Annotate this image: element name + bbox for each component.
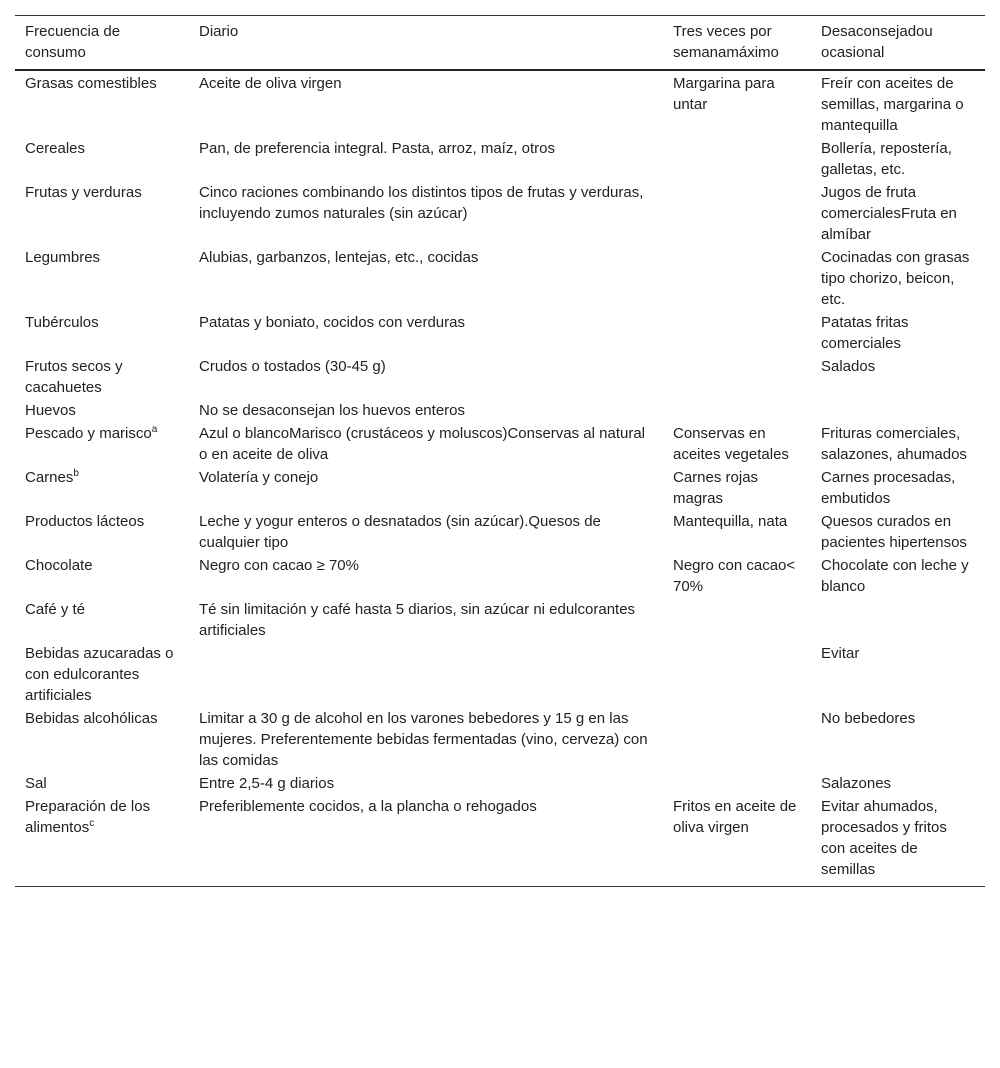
table-row <box>15 598 985 642</box>
discouraged-cell: Quesos curados en pacientes hipertensos <box>821 513 967 551</box>
food-category-cell <box>15 707 189 772</box>
daily-cell: Té sin limitación y café hasta 5 diarios, sin azúcar ni edulcorantes artificiales <box>199 601 636 639</box>
weekly-cell: Negro con cacao< 70% <box>673 557 796 595</box>
weekly-cell <box>663 772 811 795</box>
discouraged-cell: Chocolate con leche y blanco <box>821 557 969 595</box>
table-row <box>15 772 985 795</box>
food-category-label: Carnes <box>25 469 74 486</box>
food-category-label: Productos lácteos <box>25 513 145 530</box>
food-category-cell <box>15 554 189 598</box>
table-row <box>15 70 985 137</box>
diet-frequency-table <box>15 15 985 887</box>
discouraged-cell: Cocinadas con grasas tipo chorizo, beicon, etc. <box>821 249 970 308</box>
weekly-cell <box>663 642 811 707</box>
food-category-label: Bebidas azucaradas o con edulcorantes artificiales <box>25 645 174 704</box>
weekly-cell: Margarina para untar <box>673 75 775 113</box>
discouraged-cell: Frituras comerciales, salazones, ahumados <box>821 425 967 463</box>
food-category-label: Café y té <box>25 601 86 618</box>
table-row <box>15 707 985 772</box>
food-category-label: Preparación de los alimentos <box>25 798 151 836</box>
weekly-cell <box>663 355 811 399</box>
header-row <box>15 16 985 71</box>
table-row <box>15 510 985 554</box>
daily-cell: Negro con cacao ≥ 70% <box>199 557 359 574</box>
table-header <box>15 16 985 71</box>
table-row <box>15 399 985 422</box>
food-category-cell <box>15 772 189 795</box>
daily-cell: Limitar a 30 g de alcohol en los varones bebedores y 15 g en las mujeres. Preferentemente bebidas fermentadas (vino, cerveza) con las comidas <box>199 710 648 769</box>
food-category-label: Huevos <box>25 402 76 419</box>
food-category-label: Frutas y verduras <box>25 184 142 201</box>
daily-cell: Crudos o tostados (30-45 g) <box>199 358 386 375</box>
weekly-cell: Mantequilla, nata <box>673 513 788 530</box>
food-category-cell <box>15 311 189 355</box>
table-body <box>15 70 985 887</box>
food-category-label: Chocolate <box>25 557 93 574</box>
food-category-cell <box>15 598 189 642</box>
weekly-cell <box>663 311 811 355</box>
food-category-label: Pescado y marisco <box>25 425 152 442</box>
daily-cell: Entre 2,5-4 g diarios <box>199 775 335 792</box>
header-daily: Diario <box>199 23 239 40</box>
header-three-times-weekly: Tres veces por semanamáximo <box>673 23 779 61</box>
discouraged-cell: Bollería, repostería, galletas, etc. <box>821 140 952 178</box>
weekly-cell <box>663 598 811 642</box>
food-category-label: Frutos secos y cacahuetes <box>25 358 123 396</box>
daily-cell: Aceite de oliva virgen <box>199 75 342 92</box>
footnote-marker: b <box>73 468 79 479</box>
header-discouraged: Desaconsejadou ocasional <box>821 23 933 61</box>
discouraged-cell <box>811 399 985 422</box>
weekly-cell: Conservas en aceites vegetales <box>673 425 789 463</box>
daily-cell <box>189 642 663 707</box>
discouraged-cell: Evitar <box>821 645 860 662</box>
food-category-cell <box>15 510 189 554</box>
table-row <box>15 466 985 510</box>
daily-cell: Preferiblemente cocidos, a la plancha o rehogados <box>199 798 537 815</box>
footnote-marker: a <box>151 424 158 435</box>
table-row <box>15 422 985 466</box>
food-category-label: Cereales <box>25 140 86 157</box>
food-category-cell <box>15 399 189 422</box>
daily-cell: Pan, de preferencia integral. Pasta, arroz, maíz, otros <box>199 140 556 157</box>
discouraged-cell: Freír con aceites de semillas, margarina o mantequilla <box>821 75 964 134</box>
food-category-label: Bebidas alcohólicas <box>25 710 158 727</box>
discouraged-cell: Salados <box>821 358 876 375</box>
discouraged-cell: Salazones <box>821 775 892 792</box>
food-category-cell <box>15 466 189 510</box>
daily-cell: Alubias, garbanzos, lentejas, etc., cocidas <box>199 249 479 266</box>
food-category-cell <box>15 642 189 707</box>
weekly-cell: Carnes rojas magras <box>673 469 759 507</box>
table-row <box>15 246 985 311</box>
discouraged-cell: Carnes procesadas, embutidos <box>821 469 956 507</box>
food-category-cell <box>15 181 189 246</box>
daily-cell: Leche y yogur enteros o desnatados (sin azúcar).Quesos de cualquier tipo <box>199 513 601 551</box>
food-category-cell <box>15 355 189 399</box>
table-row <box>15 137 985 181</box>
weekly-cell <box>663 246 811 311</box>
weekly-cell <box>663 181 811 246</box>
daily-cell: No se desaconsejan los huevos enteros <box>199 402 466 419</box>
table-row <box>15 311 985 355</box>
discouraged-cell <box>811 598 985 642</box>
weekly-cell <box>663 399 811 422</box>
food-category-label: Grasas comestibles <box>25 75 157 92</box>
food-category-cell <box>15 137 189 181</box>
header-frequency: Frecuencia de consumo <box>25 23 121 61</box>
daily-cell: Patatas y boniato, cocidos con verduras <box>199 314 465 331</box>
food-category-cell <box>15 70 189 137</box>
daily-cell: Cinco raciones combinando los distintos tipos de frutas y verduras, incluyendo zumos naturales (sin azúcar) <box>199 184 644 222</box>
table-row <box>15 355 985 399</box>
food-category-cell <box>15 422 189 466</box>
weekly-cell <box>663 707 811 772</box>
table-row <box>15 554 985 598</box>
daily-cell: Azul o blancoMarisco (crustáceos y moluscos)Conservas al natural o en aceite de oliva <box>199 425 646 463</box>
table-row <box>15 642 985 707</box>
discouraged-cell: Jugos de fruta comercialesFruta en almíbar <box>821 184 957 243</box>
footnote-marker: c <box>89 818 95 829</box>
discouraged-cell: Patatas fritas comerciales <box>821 314 909 352</box>
food-category-label: Tubérculos <box>25 314 99 331</box>
discouraged-cell: No bebedores <box>821 710 916 727</box>
weekly-cell: Fritos en aceite de oliva virgen <box>673 798 797 836</box>
weekly-cell <box>663 137 811 181</box>
food-category-cell <box>15 795 189 887</box>
food-category-label: Legumbres <box>25 249 101 266</box>
food-category-label: Sal <box>25 775 47 792</box>
discouraged-cell: Evitar ahumados, procesados y fritos con aceites de semillas <box>821 798 947 878</box>
daily-cell: Volatería y conejo <box>199 469 319 486</box>
table-row <box>15 181 985 246</box>
food-category-cell <box>15 246 189 311</box>
table-row <box>15 795 985 887</box>
diet-frequency-table-container <box>15 15 985 887</box>
